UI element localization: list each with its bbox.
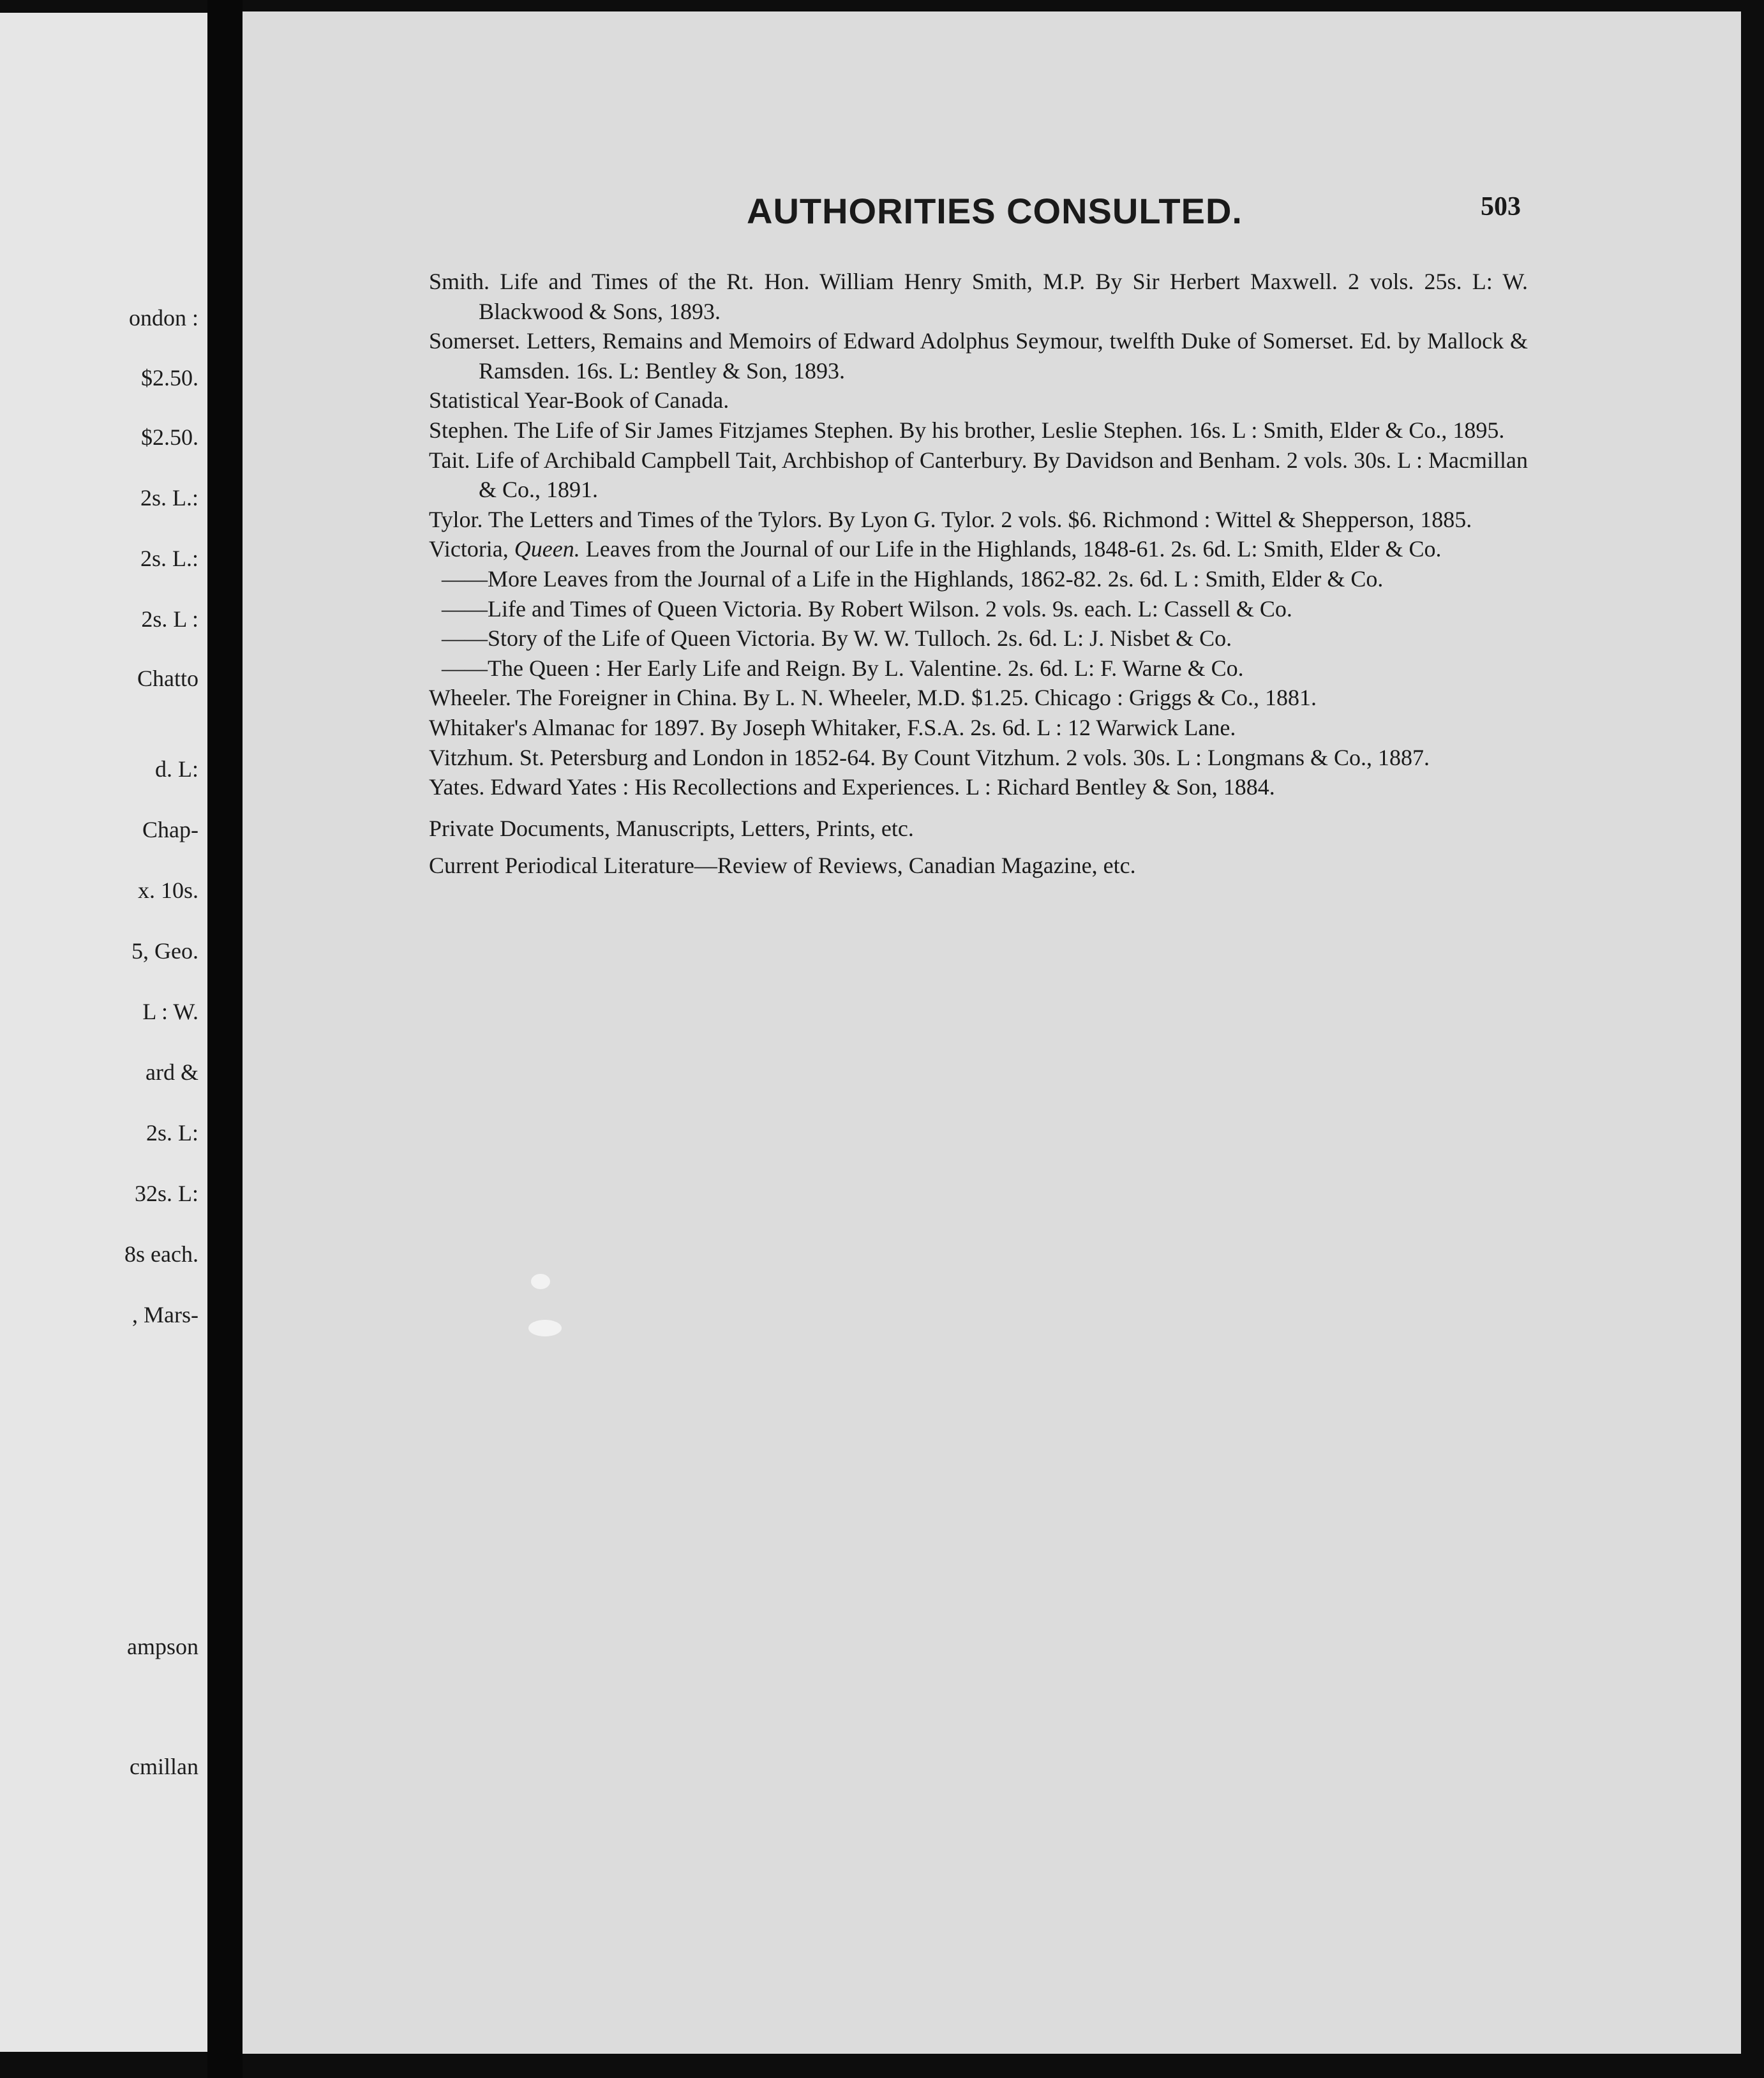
facing-page-text-fragment: Chap- — [142, 817, 198, 842]
ditto-dash: —— — [442, 625, 488, 652]
entry-text: Yates. Edward Yates : His Recollections and Experiences. L : Richard Bentley & Son, 1884. — [429, 774, 1275, 800]
entry-text: Tait. Life of Archibald Campbell Tait, Archbishop of Canterbury. By Davidson and Benham. 2 vols. 30s. L : Macmillan & Co., 1891. — [429, 447, 1528, 503]
facing-page-text-fragment: ampson — [127, 1634, 198, 1659]
paper-blemish — [528, 1320, 562, 1336]
entry-text: More Leaves from the Journal of a Life in the Highlands, 1862-82. 2s. 6d. L : Smith, Elder & Co. — [488, 565, 1384, 592]
paper-blemish — [531, 1274, 550, 1289]
book-page — [243, 11, 1741, 2054]
bibliography-entry — [429, 713, 1528, 743]
book-gutter — [207, 0, 243, 2078]
facing-page-text-fragment: 5, Geo. — [131, 938, 198, 964]
entry-author: Victoria, — [429, 536, 514, 562]
bibliography-sub-entry — [429, 594, 1528, 624]
facing-page-text-fragment: L : W. — [142, 999, 198, 1024]
entry-text: Private Documents, Manuscripts, Letters, Prints, etc. — [429, 815, 914, 841]
facing-page-text-fragment: cmillan — [130, 1754, 198, 1779]
bibliography-entry — [429, 772, 1528, 802]
bibliography-entry — [429, 534, 1528, 564]
bibliography-entry — [429, 505, 1528, 535]
facing-page-text-fragment: ard & — [146, 1059, 198, 1085]
entry-text: Statistical Year-Book of Canada. — [429, 387, 729, 414]
entry-title-italic: Queen. — [514, 536, 580, 562]
facing-page-text-fragment: x. 10s. — [137, 878, 198, 903]
entry-text: Smith. Life and Times of the Rt. Hon. William Henry Smith, M.P. By Sir Herbert Maxwell. 2 vols. 25s. L: W. Blackwood & Sons, 1893. — [429, 269, 1528, 324]
entry-text: Somerset. Letters, Remains and Memoirs of Edward Adolphus Seymour, twelfth Duke of Somerset. Ed. by Mallock & Ramsden. 16s. L: Bentley & Son, 1893. — [429, 328, 1528, 384]
entry-text: Leaves from the Journal of our Life in the Highlands, 1848-61. 2s. 6d. L: Smith, Elder & Co. — [579, 536, 1442, 562]
facing-page-text-fragment: $2.50. — [141, 365, 198, 391]
bibliography-entry — [429, 415, 1528, 445]
bibliography-entry — [429, 851, 1528, 881]
facing-page-text-fragment: Chatto — [137, 666, 198, 691]
entry-text: The Queen : Her Early Life and Reign. By L. Valentine. 2s. 6d. L: F. Warne & Co. — [488, 655, 1244, 681]
bibliography-list — [429, 267, 1528, 881]
facing-page-text-fragment: d. L: — [155, 756, 198, 782]
facing-page-text-fragment: 2s. L.: — [140, 485, 198, 511]
facing-page-text-fragment: $2.50. — [141, 424, 198, 450]
bibliography-entry — [429, 683, 1528, 713]
ditto-dash: —— — [442, 655, 488, 681]
bibliography-entry — [429, 326, 1528, 385]
ditto-dash: —— — [442, 595, 488, 622]
facing-page-text-fragment: 2s. L : — [141, 606, 198, 632]
bibliography-sub-entry — [429, 564, 1528, 594]
entry-text: Wheeler. The Foreigner in China. By L. N. Wheeler, M.D. $1.25. Chicago : Griggs & Co., 1881. — [429, 685, 1317, 711]
facing-page-text-fragment: 8s each. — [124, 1241, 198, 1267]
bibliography-entry — [429, 743, 1528, 773]
facing-page-text-fragment: , Mars- — [132, 1302, 198, 1327]
entry-text: Vitzhum. St. Petersburg and London in 1852-64. By Count Vitzhum. 2 vols. 30s. L : Longmans & Co., 1887. — [429, 744, 1430, 770]
facing-page-fragment — [0, 13, 207, 2052]
bibliography-sub-entry — [429, 624, 1528, 654]
facing-page-text-fragment: 32s. L: — [134, 1181, 198, 1206]
page-title: AUTHORITIES CONSULTED. — [747, 191, 1243, 231]
ditto-dash: —— — [442, 565, 488, 592]
entry-text: Life and Times of Queen Victoria. By Robert Wilson. 2 vols. 9s. each. L: Cassell & Co. — [488, 595, 1292, 622]
bibliography-entry — [429, 267, 1528, 326]
entry-text: Whitaker's Almanac for 1897. By Joseph Whitaker, F.S.A. 2s. 6d. L : 12 Warwick Lane. — [429, 714, 1236, 740]
facing-page-text-fragment: 2s. L.: — [140, 546, 198, 571]
facing-page-text-fragment: 2s. L: — [146, 1120, 198, 1146]
bibliography-entry — [429, 445, 1528, 505]
bibliography-entry — [429, 814, 1528, 844]
bibliography-entry — [429, 385, 1528, 415]
entry-text: Current Periodical Literature—Review of Reviews, Canadian Magazine, etc. — [429, 853, 1136, 879]
bibliography-sub-entry — [429, 654, 1528, 684]
facing-page-text-fragment: ondon : — [128, 305, 198, 331]
page-number: 503 — [1481, 192, 1521, 221]
entry-text: Story of the Life of Queen Victoria. By W. W. Tulloch. 2s. 6d. L: J. Nisbet & Co. — [488, 625, 1232, 652]
entry-text: Stephen. The Life of Sir James Fitzjames Stephen. By his brother, Leslie Stephen. 16s. L : Smith, Elder & Co., 1895. — [429, 417, 1505, 443]
entry-text: Tylor. The Letters and Times of the Tylors. By Lyon G. Tylor. 2 vols. $6. Richmond : Wittel & Shepperson, 1885. — [429, 506, 1472, 532]
